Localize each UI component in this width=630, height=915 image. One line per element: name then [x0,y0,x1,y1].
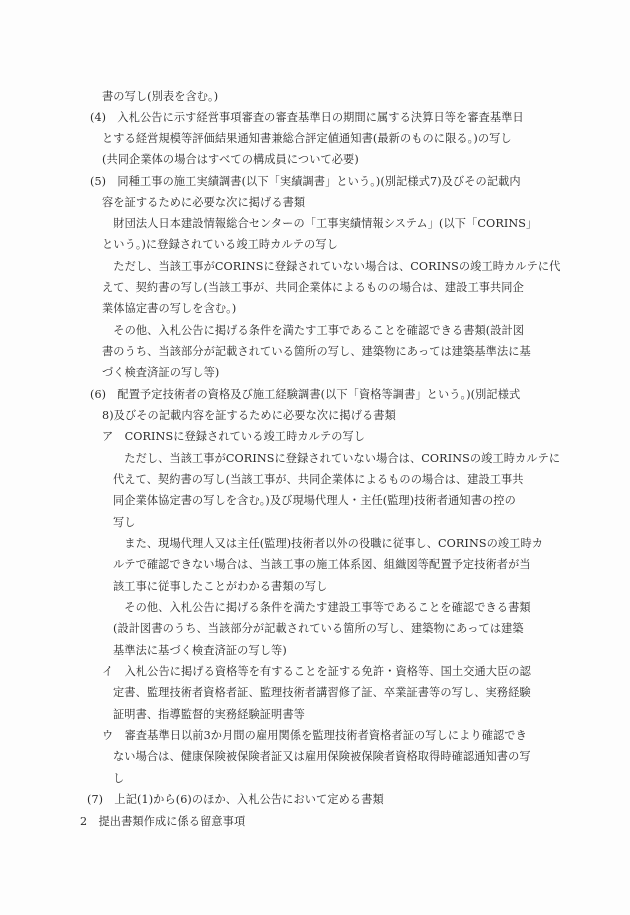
text-line: ウ 審査基準日以前3か月間の雇用関係を監理技術者資格者証の写しにより確認でき [102,729,527,742]
text-line: 基準法に基づく検査済証の写し等) [113,644,287,657]
text-line: 2 提出書類作成に係る留意事項 [80,815,246,828]
text-line: 該工事に従事したことがわかる書類の写し [113,580,328,593]
text-line: 8)及びその記載内容を証するために必要な次に掲げる書類 [102,409,396,422]
text-line: ただし、当該工事がCORINSに登録されていない場合は、CORINSの竣工時カルテに代 [102,260,561,273]
text-line: 容を証するために必要な次に掲げる書類 [102,196,306,209]
text-line: (共同企業体の場合はすべての構成員について必要) [102,153,359,166]
text-line: ルテで確認できない場合は、当該工事の施工体系図、組織図等配置予定技術者が当 [113,558,531,571]
text-line: その他、入札公告に掲げる条件を満たす建設工事等であることを確認できる書類 [113,601,531,614]
text-line: 同企業体協定書の写しを含む。)及び現場代理人・主任(監理)技術者通知書の控の [113,494,516,507]
text-line: その他、入札公告に掲げる条件を満たす工事であることを確認できる書類(設計図 [102,324,525,337]
text-line: 写し [113,516,136,529]
text-line: (設計図書のうち、当該部分が記載されている箇所の写し、建築物にあっては建築 [113,622,524,635]
text-line: づく検査済証の写し等) [102,366,220,379]
text-line: ない場合は、健康保険被保険者証又は雇用保険被保険者資格取得時確認通知書の写 [113,750,531,763]
text-line: ア CORINSに登録されている竣工時カルテの写し [102,430,366,443]
text-line: 証明書、指導監督的実務経験証明書等 [113,708,305,721]
text-line: (6) 配置予定技術者の資格及び施工経験調書(以下「資格等調書」という。)(別記様式 [90,388,521,401]
text-line: とする経営規模等評価結果通知書兼総合評定値通知書(最新のものに限る。)の写し [102,132,512,145]
text-line: 代えて、契約書の写し(当該工事が、共同企業体によるものの場合は、建設工事共 [113,473,524,486]
text-line: という。)に登録されている竣工時カルテの写し [102,238,338,251]
text-line: 業体協定書の写しを含む。) [102,302,237,315]
text-line: イ 入札公告に掲げる資格等を有することを証する免許・資格等、国土交通大臣の認 [102,665,531,678]
text-line: 書のうち、当該部分が記載されている箇所の写し、建築物にあっては建築基準法に基 [102,345,531,358]
text-line: 定書、監理技術者資格者証、監理技術者講習修了証、卒業証書等の写し、実務経験 [113,686,531,699]
text-line: 財団法人日本建設情報総合センターの「工事実績情報システム」(以下「CORINS」 [102,217,538,230]
text-line: えて、契約書の写し(当該工事が、共同企業体によるものの場合は、建設工事共同企 [102,281,524,294]
text-line: また、現場代理人又は主任(監理)技術者以外の役職に従事し、CORINSの竣工時カ [113,537,544,550]
text-line: 書の写し(別表を含む。) [102,90,219,103]
text-line: ただし、当該工事がCORINSに登録されていない場合は、CORINSの竣工時カルテに [113,452,561,465]
text-line: (7) 上記(1)から(6)のほか、入札公告において定める書類 [87,793,384,806]
text-line: (5) 同種工事の施工実績調書(以下「実績調書」という。)(別記様式7)及びその記載内 [90,175,521,188]
text-line: (4) 入札公告に示す経営事項審査の審査基準日の期間に属する決算日等を審査基準日 [90,111,524,124]
text-line: し [113,772,125,785]
